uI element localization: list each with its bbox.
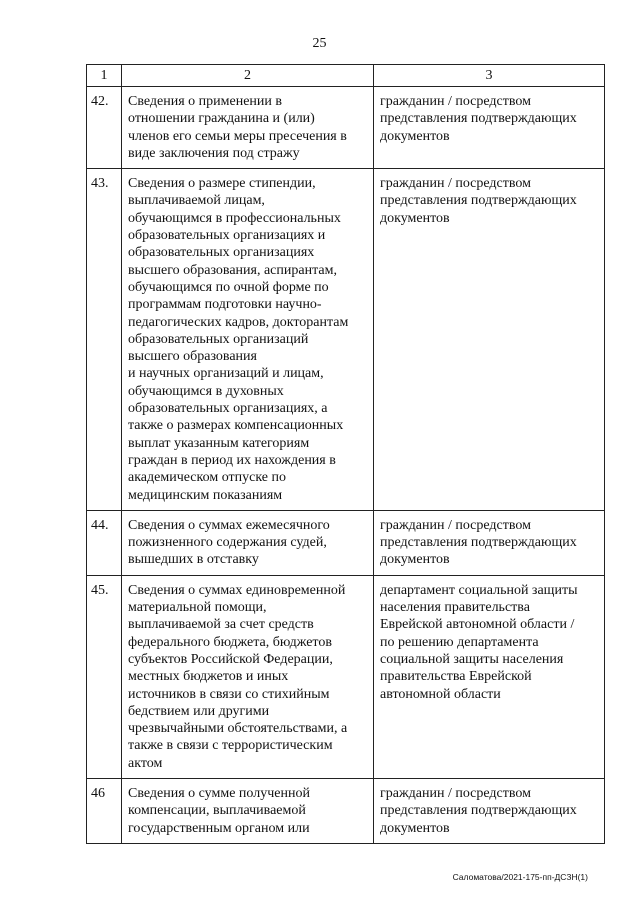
page-number: 25: [312, 36, 327, 51]
row-source: [374, 169, 605, 511]
description-line: Сведения о суммах ежемесячного: [128, 517, 330, 533]
description-line: отношении гражданина и (или): [128, 111, 315, 127]
source-line: гражданин / посредством: [380, 517, 531, 533]
source-line: департамент социальной защиты: [380, 582, 578, 598]
source-line: представления подтверждающих: [380, 535, 577, 551]
description-line: медицинским показаниям: [128, 487, 283, 503]
description-line: вышедших в отставку: [128, 552, 259, 568]
description-line: высшего образования, аспирантам,: [128, 262, 337, 278]
table-row: [87, 87, 605, 169]
description-line: чрезвычайными обстоятельствами, а: [128, 721, 348, 737]
row-number: 45.: [87, 575, 122, 778]
description-line: Сведения о сумме полученной: [128, 785, 310, 801]
description-line: местных бюджетов и иных: [128, 669, 289, 685]
description-line: образовательных организациях и: [128, 228, 326, 244]
description-line: выплачиваемой лицам,: [128, 193, 265, 209]
row-description: [122, 87, 374, 169]
description-line: также в связи с террористическим: [128, 738, 333, 754]
row-description: [122, 575, 374, 778]
source-line: документов: [380, 552, 450, 568]
description-line: академическом отпуске по: [128, 470, 287, 486]
row-number: 42.: [87, 87, 122, 169]
description-line: материальной помощи,: [128, 600, 267, 616]
description-line: также о размерах компенсационных: [128, 418, 344, 434]
description-line: бедствием или другими: [128, 703, 270, 719]
table-row: [87, 510, 605, 575]
description-line: пожизненного содержания судей,: [128, 535, 327, 551]
row-source: [374, 87, 605, 169]
source-line: гражданин / посредством: [380, 176, 531, 192]
table-row: [87, 169, 605, 511]
description-line: образовательных организациях: [128, 245, 315, 261]
description-line: граждан в период их нахождения в: [128, 452, 336, 468]
source-line: представления подтверждающих: [380, 803, 577, 819]
description-line: федерального бюджета, бюджетов: [128, 634, 332, 650]
table-row: [87, 575, 605, 778]
description-line: выплат указанным категориям: [128, 435, 310, 451]
source-line: по решению департамента: [380, 634, 539, 650]
document-table: [86, 64, 605, 844]
description-line: членов его семьи меры пресечения в: [128, 128, 347, 144]
column-header-3: 3: [374, 65, 605, 87]
source-line: представления подтверждающих: [380, 193, 577, 209]
description-line: компенсации, выплачиваемой: [128, 803, 306, 819]
description-line: источников в связи со стихийным: [128, 686, 330, 702]
source-line: населения правительства: [380, 600, 530, 616]
description-line: государственным органом или: [128, 820, 310, 836]
description-line: обучающимся по очной форме по: [128, 279, 329, 295]
row-source: [374, 510, 605, 575]
description-line: и научных организаций и лицам,: [128, 366, 324, 382]
source-line: документов: [380, 210, 450, 226]
source-line: автономной области: [380, 686, 501, 702]
description-line: виде заключения под стражу: [128, 145, 300, 161]
source-line: правительства Еврейской: [380, 669, 532, 685]
source-line: документов: [380, 128, 450, 144]
description-line: актом: [128, 755, 163, 771]
description-line: высшего образования: [128, 349, 257, 365]
table-header-row: [87, 65, 605, 87]
description-line: образовательных организаций: [128, 331, 309, 347]
description-line: субъектов Российской Федерации,: [128, 651, 333, 667]
row-source: [374, 575, 605, 778]
source-line: социальной защиты населения: [380, 651, 564, 667]
description-line: обучающимся в профессиональных: [128, 210, 341, 226]
description-line: выплачиваемой за счет средств: [128, 617, 314, 633]
column-header-1: 1: [87, 65, 122, 87]
description-line: Сведения о применении в: [128, 94, 283, 109]
row-description: [122, 169, 374, 511]
description-line: обучающимся в духовных: [128, 383, 284, 399]
source-line: документов: [380, 820, 450, 836]
source-line: Еврейской автономной области /: [380, 617, 575, 633]
description-line: образовательных организациях, а: [128, 401, 328, 417]
document-footer-code: Саломатова/2021-175-пп-ДСЗН(1): [452, 872, 588, 882]
source-line: гражданин / посредством: [380, 785, 531, 801]
row-description: [122, 510, 374, 575]
row-source: [374, 778, 605, 843]
column-header-2: 2: [122, 65, 374, 87]
description-line: Сведения о размере стипендии,: [128, 176, 316, 192]
table-row: [87, 778, 605, 843]
description-line: Сведения о суммах единовременной: [128, 582, 346, 598]
description-line: педагогических кадров, докторантам: [128, 314, 349, 330]
row-number: 44.: [87, 510, 122, 575]
row-description: [122, 778, 374, 843]
source-line: гражданин / посредством: [380, 94, 531, 109]
source-line: представления подтверждающих: [380, 111, 577, 127]
table-body: [87, 87, 605, 844]
row-number: 46: [87, 778, 122, 843]
description-line: программам подготовки научно-: [128, 297, 322, 313]
row-number: 43.: [87, 169, 122, 511]
